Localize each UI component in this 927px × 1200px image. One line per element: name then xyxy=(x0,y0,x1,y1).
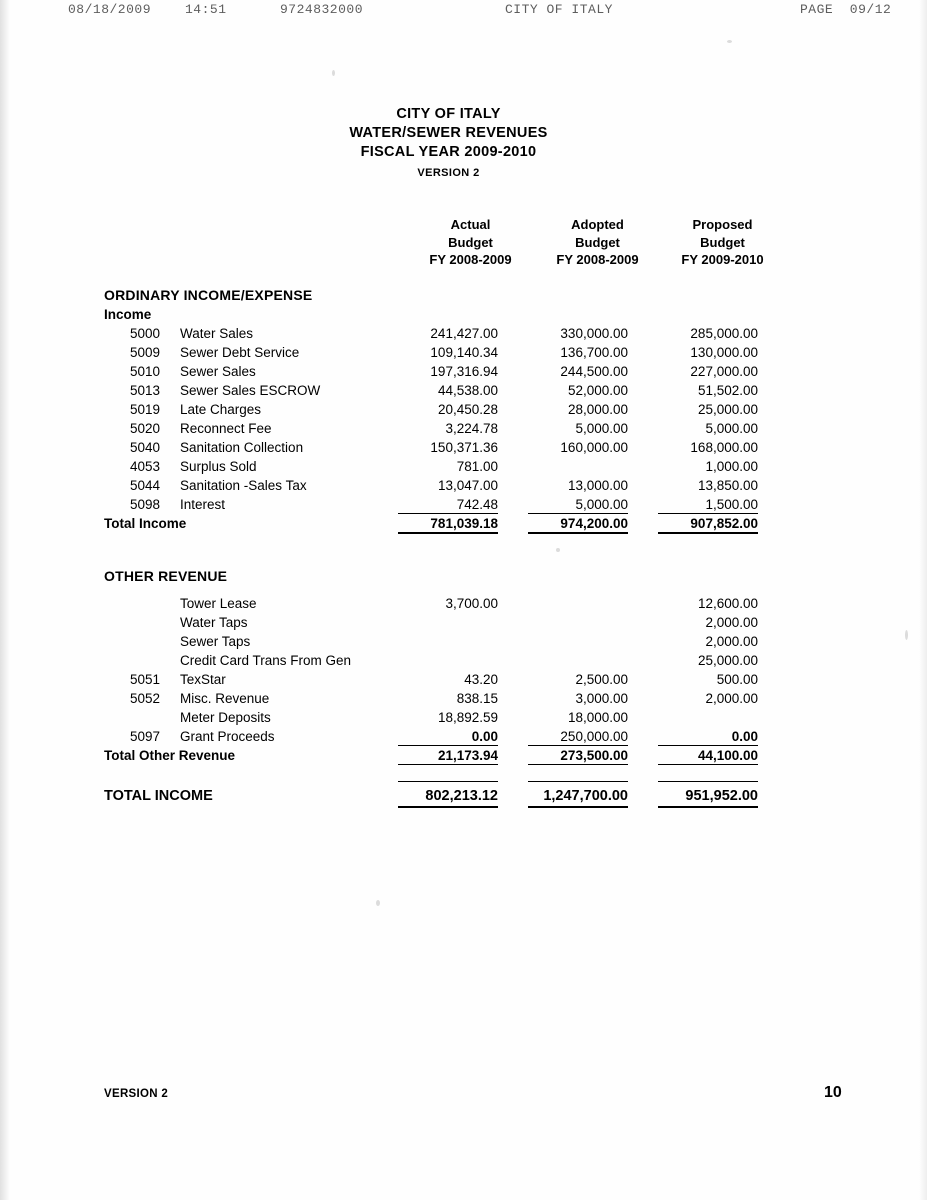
total-rule-bottom-adopted xyxy=(528,532,628,534)
row-actual: 44,538.00 xyxy=(437,383,498,398)
total-income-proposed: 907,852.00 xyxy=(690,516,758,531)
row-adopted: 3,000.00 xyxy=(575,691,628,706)
section-heading-other-revenue xyxy=(0,567,927,586)
grand-total-rule-bottom-adopted xyxy=(528,806,628,808)
total-other-revenue-proposed: 44,100.00 xyxy=(697,748,758,763)
fax-header-date: 08/18/2009 xyxy=(68,2,152,17)
row-proposed: 13,850.00 xyxy=(697,478,758,493)
row-adopted: 52,000.00 xyxy=(567,383,628,398)
row-actual: 197,316.94 xyxy=(430,364,498,379)
grand-total-actual: 802,213.12 xyxy=(425,788,498,804)
row-proposed: 25,000.00 xyxy=(697,402,758,417)
grand-total-rule-bottom-proposed xyxy=(658,806,758,808)
row-label: Misc. Revenue xyxy=(180,691,270,706)
fax-header-page: PAGE 09/12 xyxy=(800,2,892,17)
fax-header-number: 9724832000 xyxy=(280,2,364,17)
total-income-adopted: 974,200.00 xyxy=(560,516,628,531)
column-header-adopted-line3: FY 2008-2009 xyxy=(556,252,639,267)
row-adopted: 330,000.00 xyxy=(560,326,628,341)
row-code: 5009 xyxy=(130,345,161,360)
row-label: Sewer Debt Service xyxy=(180,345,300,360)
table-row xyxy=(0,613,927,632)
row-adopted: 160,000.00 xyxy=(560,440,628,455)
table-row xyxy=(0,343,927,362)
total-rule-bottom-proposed xyxy=(658,532,758,534)
table-row xyxy=(0,670,927,689)
row-proposed: 5,000.00 xyxy=(705,421,758,436)
row-code: 5098 xyxy=(130,497,161,512)
subsection-heading-income-label: Income xyxy=(104,307,152,322)
scan-speck xyxy=(905,630,908,640)
row-code: 5051 xyxy=(130,672,161,687)
grand-total-rule-top-actual xyxy=(398,781,498,782)
row-actual: 150,371.36 xyxy=(430,440,498,455)
total-rule-bottom-actual xyxy=(398,532,498,534)
total-other-revenue-adopted: 273,500.00 xyxy=(560,748,628,763)
row-code: 5097 xyxy=(130,729,161,744)
table-row xyxy=(0,457,927,476)
scan-speck xyxy=(376,900,380,906)
table-row xyxy=(0,632,927,651)
row-code: 5052 xyxy=(130,691,161,706)
row-actual: 109,140.34 xyxy=(430,345,498,360)
row-label: TexStar xyxy=(180,672,226,687)
footer-page-number: 10 xyxy=(824,1084,842,1101)
title-line-1: CITY OF ITALY xyxy=(396,106,501,122)
row-proposed: 500.00 xyxy=(716,672,758,687)
row-adopted: 13,000.00 xyxy=(567,478,628,493)
total-income-actual: 781,039.18 xyxy=(430,516,498,531)
scan-speck xyxy=(556,548,560,552)
row-code: 5040 xyxy=(130,440,161,455)
grand-total-adopted: 1,247,700.00 xyxy=(543,788,628,804)
column-header-actual-line1: Actual xyxy=(450,217,491,232)
table-column-headers xyxy=(0,216,927,276)
footer-version: VERSION 2 xyxy=(104,1088,169,1100)
table-row xyxy=(0,362,927,381)
row-adopted: 5,000.00 xyxy=(575,421,628,436)
row-proposed: 227,000.00 xyxy=(690,364,758,379)
row-actual: 18,892.59 xyxy=(437,710,498,725)
row-label: Interest xyxy=(180,497,226,512)
row-code: 4053 xyxy=(130,459,161,474)
row-actual: 3,224.78 xyxy=(445,421,498,436)
scan-speck xyxy=(332,70,335,76)
spacer xyxy=(0,586,927,594)
row-proposed: 2,000.00 xyxy=(705,615,758,630)
other-total-rule-bottom-proposed xyxy=(658,764,758,765)
fax-header-recipient: CITY OF ITALY xyxy=(505,2,613,17)
total-other-revenue-actual: 21,173.94 xyxy=(437,748,498,763)
total-income-row xyxy=(0,514,927,533)
row-actual: 241,427.00 xyxy=(430,326,498,341)
row-label: Sanitation -Sales Tax xyxy=(180,478,307,493)
grand-total-proposed: 951,952.00 xyxy=(685,788,758,804)
row-proposed: 1,500.00 xyxy=(705,497,758,512)
row-actual: 43.20 xyxy=(464,672,498,687)
row-label: Meter Deposits xyxy=(180,710,271,725)
table-row xyxy=(0,419,927,438)
spacer xyxy=(0,765,927,785)
row-label: Sewer Sales ESCROW xyxy=(180,383,321,398)
column-header-proposed-line1: Proposed xyxy=(692,217,753,232)
title-version: VERSION 2 xyxy=(417,167,480,179)
spacer xyxy=(0,553,927,567)
row-proposed: 0.00 xyxy=(731,729,758,744)
subsection-heading-income xyxy=(0,305,927,324)
row-label: Sewer Taps xyxy=(180,634,251,649)
table-row xyxy=(0,381,927,400)
grand-total-rule-top-proposed xyxy=(658,781,758,782)
row-adopted: 244,500.00 xyxy=(560,364,628,379)
row-adopted: 2,500.00 xyxy=(575,672,628,687)
column-header-adopted-line1: Adopted xyxy=(571,217,624,232)
row-proposed: 168,000.00 xyxy=(690,440,758,455)
column-header-actual-line3: FY 2008-2009 xyxy=(429,252,512,267)
table-row xyxy=(0,476,927,495)
table-row xyxy=(0,727,927,746)
row-label: Water Sales xyxy=(180,326,254,341)
document-title-block xyxy=(0,105,927,179)
table-row xyxy=(0,594,927,613)
column-header-adopted xyxy=(525,216,670,269)
row-code: 5013 xyxy=(130,383,161,398)
column-header-actual-line2: Budget xyxy=(448,234,493,250)
column-header-proposed xyxy=(650,216,795,269)
grand-total-rule-bottom-actual xyxy=(398,806,498,808)
other-total-rule-bottom-actual xyxy=(398,764,498,765)
scan-speck xyxy=(727,40,732,43)
table-row xyxy=(0,651,927,670)
row-actual: 13,047.00 xyxy=(437,478,498,493)
grand-total-row xyxy=(0,785,927,807)
row-actual: 838.15 xyxy=(456,691,498,706)
column-header-proposed-line3: FY 2009-2010 xyxy=(681,252,764,267)
row-actual: 3,700.00 xyxy=(445,596,498,611)
fax-header-time: 14:51 xyxy=(185,2,227,17)
row-adopted: 5,000.00 xyxy=(575,497,628,512)
row-proposed: 2,000.00 xyxy=(705,634,758,649)
grand-total-rule-top-adopted xyxy=(528,781,628,782)
row-proposed: 285,000.00 xyxy=(690,326,758,341)
budget-table xyxy=(0,286,927,807)
row-adopted: 136,700.00 xyxy=(560,345,628,360)
spacer xyxy=(0,533,927,553)
row-code: 5010 xyxy=(130,364,161,379)
grand-total-label: TOTAL INCOME xyxy=(104,788,213,804)
row-code: 5000 xyxy=(130,326,161,341)
column-header-adopted-line2: Budget xyxy=(575,234,620,250)
row-label: Credit Card Trans From Gen xyxy=(180,653,352,668)
row-proposed: 2,000.00 xyxy=(705,691,758,706)
row-label: Surplus Sold xyxy=(180,459,257,474)
section-heading-ordinary xyxy=(0,286,927,305)
section-heading-ordinary-label: ORDINARY INCOME/EXPENSE xyxy=(104,287,313,303)
row-label: Sewer Sales xyxy=(180,364,256,379)
row-label: Grant Proceeds xyxy=(180,729,275,744)
section-heading-other-revenue-label: OTHER REVENUE xyxy=(104,568,228,584)
row-label: Tower Lease xyxy=(180,596,257,611)
total-other-revenue-label: Total Other Revenue xyxy=(104,748,236,763)
row-actual: 0.00 xyxy=(471,729,498,744)
row-label: Sanitation Collection xyxy=(180,440,304,455)
total-income-label: Total Income xyxy=(104,516,187,531)
table-row xyxy=(0,689,927,708)
row-proposed: 1,000.00 xyxy=(705,459,758,474)
row-proposed: 25,000.00 xyxy=(697,653,758,668)
row-adopted: 250,000.00 xyxy=(560,729,628,744)
row-label: Reconnect Fee xyxy=(180,421,272,436)
fax-header xyxy=(0,2,927,22)
table-row xyxy=(0,708,927,727)
table-row xyxy=(0,400,927,419)
column-header-proposed-line2: Budget xyxy=(700,234,745,250)
table-row xyxy=(0,324,927,343)
title-line-2: WATER/SEWER REVENUES xyxy=(349,125,548,141)
column-header-actual xyxy=(398,216,543,269)
row-label: Late Charges xyxy=(180,402,262,417)
row-adopted: 18,000.00 xyxy=(567,710,628,725)
row-actual: 20,450.28 xyxy=(437,402,498,417)
other-total-rule-bottom-adopted xyxy=(528,764,628,765)
row-proposed: 51,502.00 xyxy=(697,383,758,398)
row-proposed: 12,600.00 xyxy=(697,596,758,611)
row-proposed: 130,000.00 xyxy=(690,345,758,360)
row-code: 5019 xyxy=(130,402,161,417)
total-other-revenue-row xyxy=(0,746,927,765)
row-actual: 742.48 xyxy=(456,497,498,512)
title-line-3: FISCAL YEAR 2009-2010 xyxy=(360,144,537,160)
row-code: 5044 xyxy=(130,478,161,493)
row-label: Water Taps xyxy=(180,615,248,630)
table-row xyxy=(0,438,927,457)
row-adopted: 28,000.00 xyxy=(567,402,628,417)
row-code: 5020 xyxy=(130,421,161,436)
row-actual: 781.00 xyxy=(456,459,498,474)
table-row xyxy=(0,495,927,514)
